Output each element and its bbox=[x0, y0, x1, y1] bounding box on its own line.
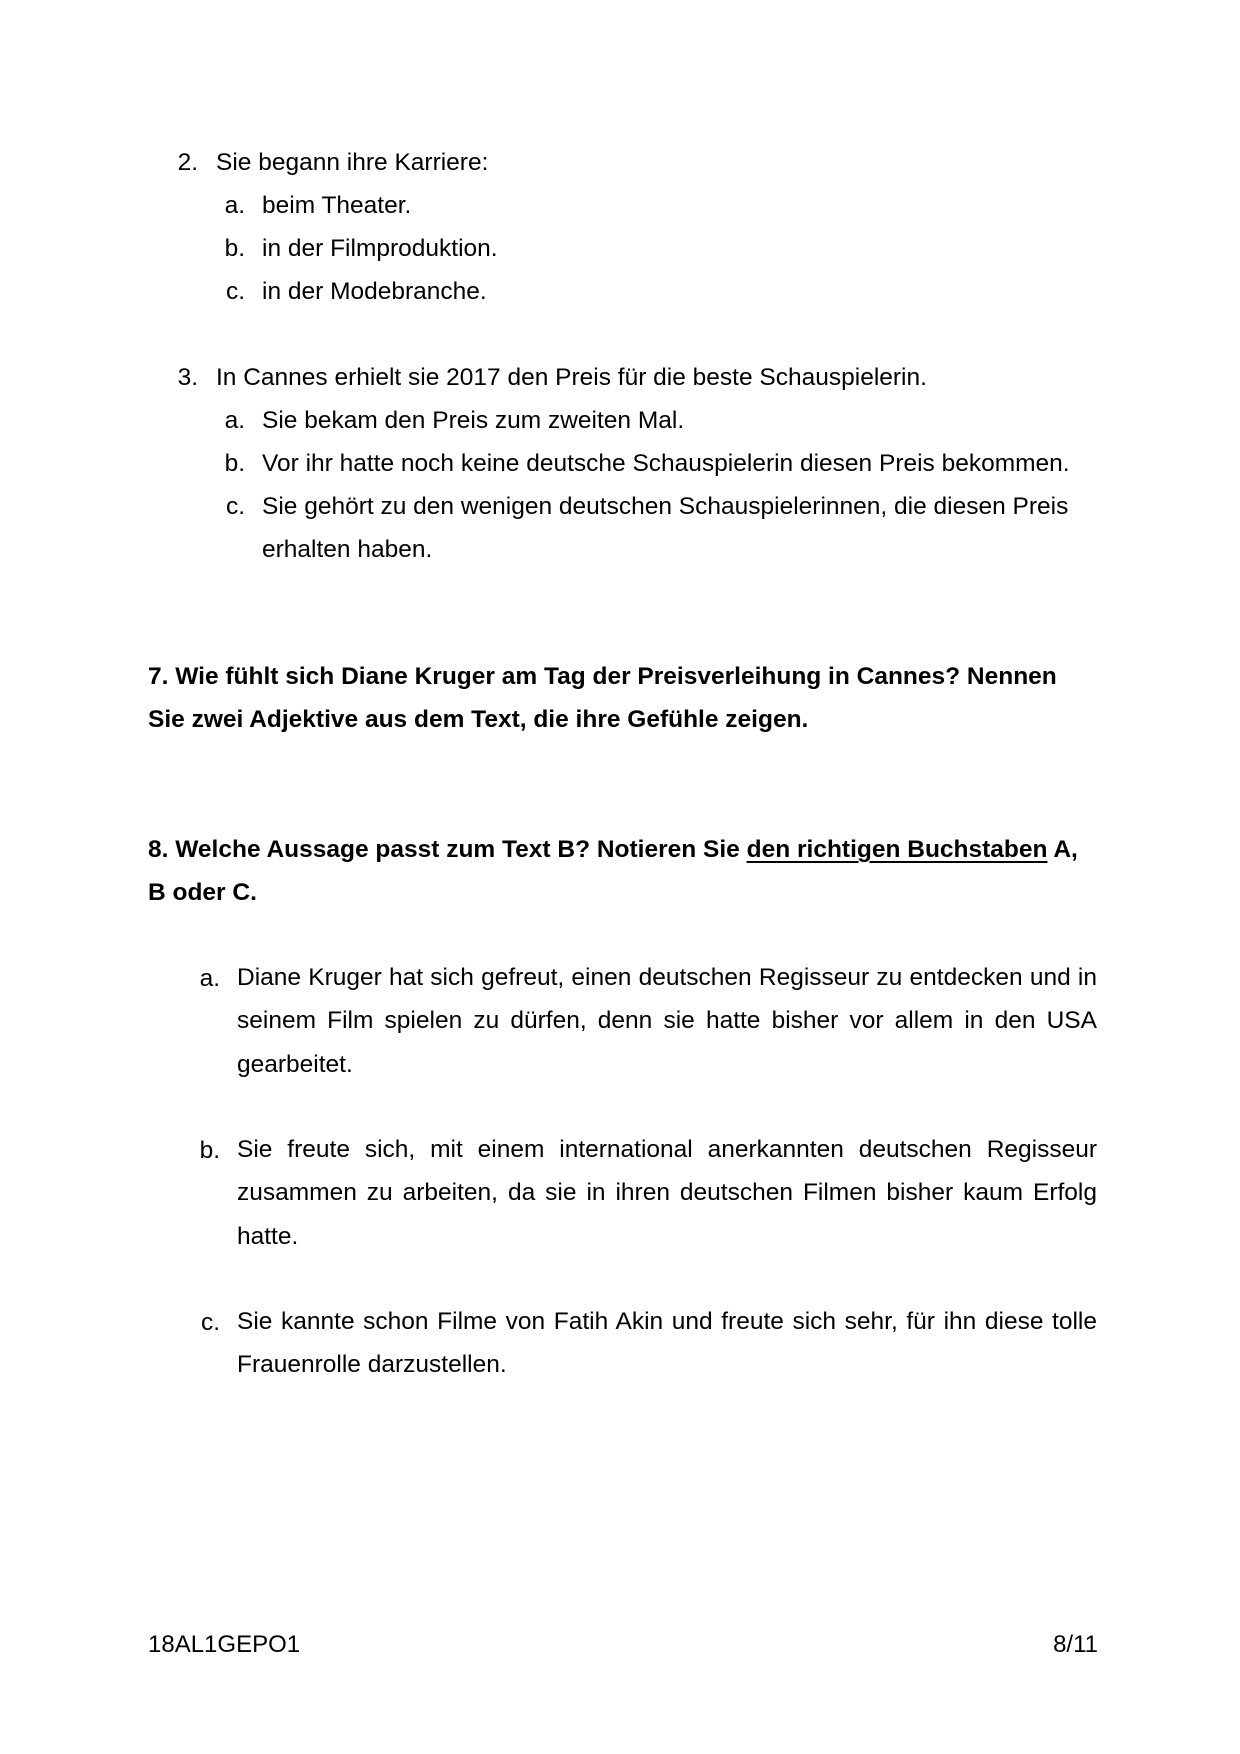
question-8-option-c-letter: c. bbox=[200, 1309, 220, 1336]
footer-code: 18AL1GEPO1 bbox=[148, 1631, 301, 1658]
question-2-option-b-text: in der Filmproduktion. bbox=[262, 235, 498, 262]
question-3-option-a-letter: a. bbox=[224, 407, 245, 434]
question-2-option-b-letter: b. bbox=[224, 235, 245, 262]
question-2-option-a-text: beim Theater. bbox=[262, 192, 412, 219]
question-8-prefix: 8. Welche Aussage passt zum Text B? Notieren Sie bbox=[148, 836, 747, 863]
question-2-option-c-text: in der Modebranche. bbox=[262, 278, 487, 305]
question-3-option-c-text-line2: erhalten haben. bbox=[262, 536, 433, 563]
question-3-option-c-letter: c. bbox=[225, 493, 245, 520]
question-8-option-a-letter: a. bbox=[199, 965, 220, 992]
question-3-option-a-text: Sie bekam den Preis zum zweiten Mal. bbox=[262, 407, 685, 434]
question-2-text: Sie begann ihre Karriere: bbox=[216, 149, 489, 176]
question-8-option-b-letter: b. bbox=[199, 1137, 220, 1164]
question-2-option-a-letter: a. bbox=[224, 192, 245, 219]
question-8-underlined: den richtigen Buchstaben bbox=[746, 836, 1048, 863]
question-3-option-b-text: Vor ihr hatte noch keine deutsche Schauspielerin diesen Preis bekommen. bbox=[262, 450, 1070, 477]
question-7-text-line1: 7. Wie fühlt sich Diane Kruger am Tag der Preisverleihung in Cannes? Nennen bbox=[148, 663, 1057, 690]
question-8-text-line2: B oder C. bbox=[148, 879, 257, 906]
question-3-text: In Cannes erhielt sie 2017 den Preis für die beste Schauspielerin. bbox=[216, 364, 927, 391]
question-2-number: 2. bbox=[177, 149, 198, 176]
question-3-number: 3. bbox=[177, 364, 198, 391]
question-7-text-line2: Sie zwei Adjektive aus dem Text, die ihre Gefühle zeigen. bbox=[148, 706, 809, 733]
question-8-text-line1 bbox=[148, 835, 1078, 865]
question-8-option-b-text: Sie freute sich, mit einem international anerkannten deutschen Regisseur zusammen zu arbeiten, da sie in ihren deutschen Filmen bisher kaum Erfolg hatte. bbox=[237, 1136, 1097, 1250]
question-8-option-c-text: Sie kannte schon Filme von Fatih Akin und freute sich sehr, für ihn diese tolle Frauenrolle darzustellen. bbox=[237, 1308, 1097, 1379]
footer-page-number: 8/11 bbox=[1053, 1631, 1098, 1658]
question-3-option-b-letter: b. bbox=[224, 450, 245, 477]
question-8-suffix: A, bbox=[1047, 836, 1078, 863]
question-8-option-a-text: Diane Kruger hat sich gefreut, einen deutschen Regisseur zu entdecken und in seinem Film spielen zu dürfen, denn sie hatte bisher vor allem in den USA gearbeitet. bbox=[237, 964, 1097, 1078]
question-3-option-c-text-line1: Sie gehört zu den wenigen deutschen Schauspielerinnen, die diesen Preis bbox=[262, 493, 1069, 520]
question-2-option-c-letter: c. bbox=[225, 278, 245, 305]
